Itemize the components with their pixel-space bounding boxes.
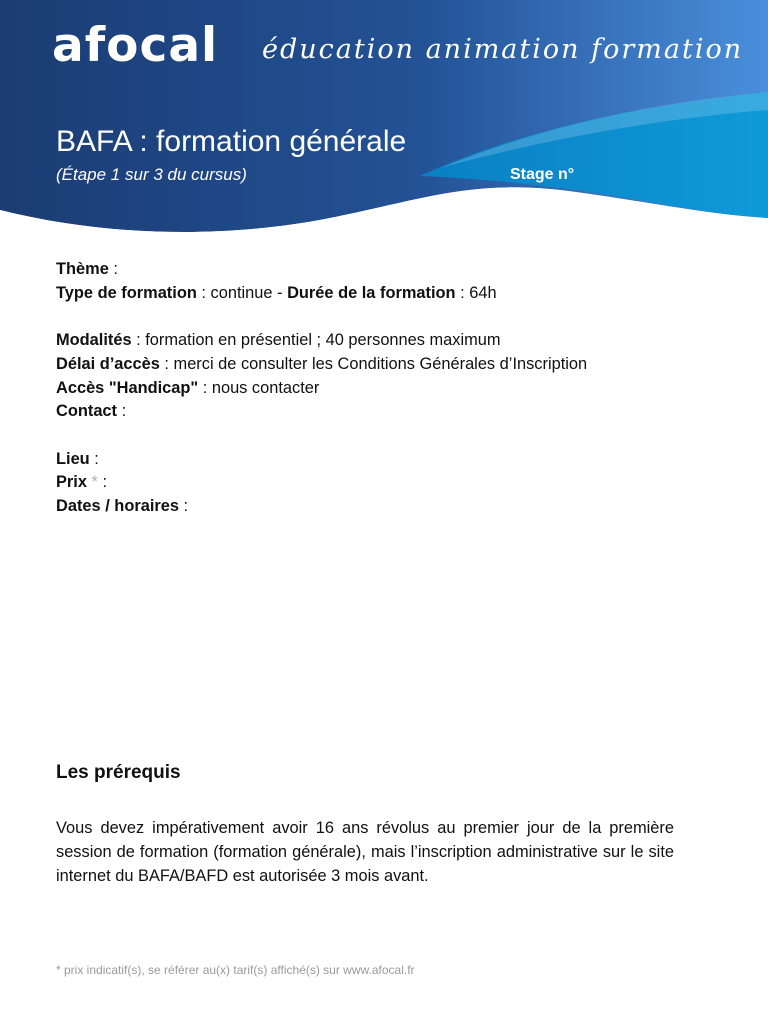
- lieu-label: Lieu: [56, 449, 90, 468]
- type-row: [56, 282, 716, 306]
- duree-label: Durée de la formation: [287, 283, 456, 302]
- page-subtitle: (Étape 1 sur 3 du cursus): [56, 165, 247, 184]
- lieu-separator: :: [89, 449, 99, 468]
- theme-separator: :: [108, 260, 118, 278]
- modalites-label: Modalités: [56, 331, 132, 350]
- price-footnote: * prix indicatif(s), se référer au(x) tarif(s) affiché(s) sur www.afocal.fr: [56, 963, 415, 977]
- theme-label: Thème: [56, 260, 109, 278]
- prix-row: [56, 471, 716, 495]
- dates-separator: :: [179, 497, 189, 515]
- delai-label: Délai d’accès: [56, 354, 160, 373]
- training-info: [56, 258, 716, 519]
- page-title: BAFA : formation générale: [56, 125, 407, 158]
- modalites-row: [56, 329, 716, 353]
- contact-separator: :: [117, 402, 127, 421]
- prix-label: Prix: [56, 473, 87, 492]
- type-label: Type de formation: [56, 283, 197, 302]
- acces-row: [56, 377, 716, 401]
- lieu-row: [56, 448, 716, 472]
- dates-label: Dates / horaires: [56, 497, 179, 515]
- acces-value: : nous contacter: [198, 378, 320, 397]
- prerequisites-text: Vous devez impérativement avoir 16 ans révolus au premier jour de la première session de formation (formation générale), mais l’inscription administrative sur le site internet du BAFA/BAFD est autorisée 3 mois avant.: [56, 819, 674, 885]
- header-banner: [0, 0, 768, 245]
- type-value: : continue -: [196, 283, 288, 302]
- contact-label: Contact: [56, 402, 118, 421]
- tagline: éducation animation formation: [262, 34, 744, 65]
- prerequisites-heading: Les prérequis: [56, 762, 181, 783]
- duree-value: : 64h: [455, 283, 497, 302]
- afocal-logo: afocal: [52, 18, 219, 73]
- dates-row: [56, 495, 716, 519]
- stage-number-label: Stage n°: [510, 166, 575, 183]
- delai-value: : merci de consulter les Conditions Générales d’Inscription: [159, 354, 588, 373]
- contact-row: [56, 400, 716, 424]
- theme-row: [56, 258, 716, 282]
- prix-separator: :: [97, 473, 108, 492]
- modalites-value: : formation en présentiel ; 40 personnes maximum: [131, 331, 501, 350]
- acces-label: Accès "Handicap": [56, 378, 199, 397]
- delai-row: [56, 353, 716, 377]
- prix-asterisk: *: [86, 473, 98, 492]
